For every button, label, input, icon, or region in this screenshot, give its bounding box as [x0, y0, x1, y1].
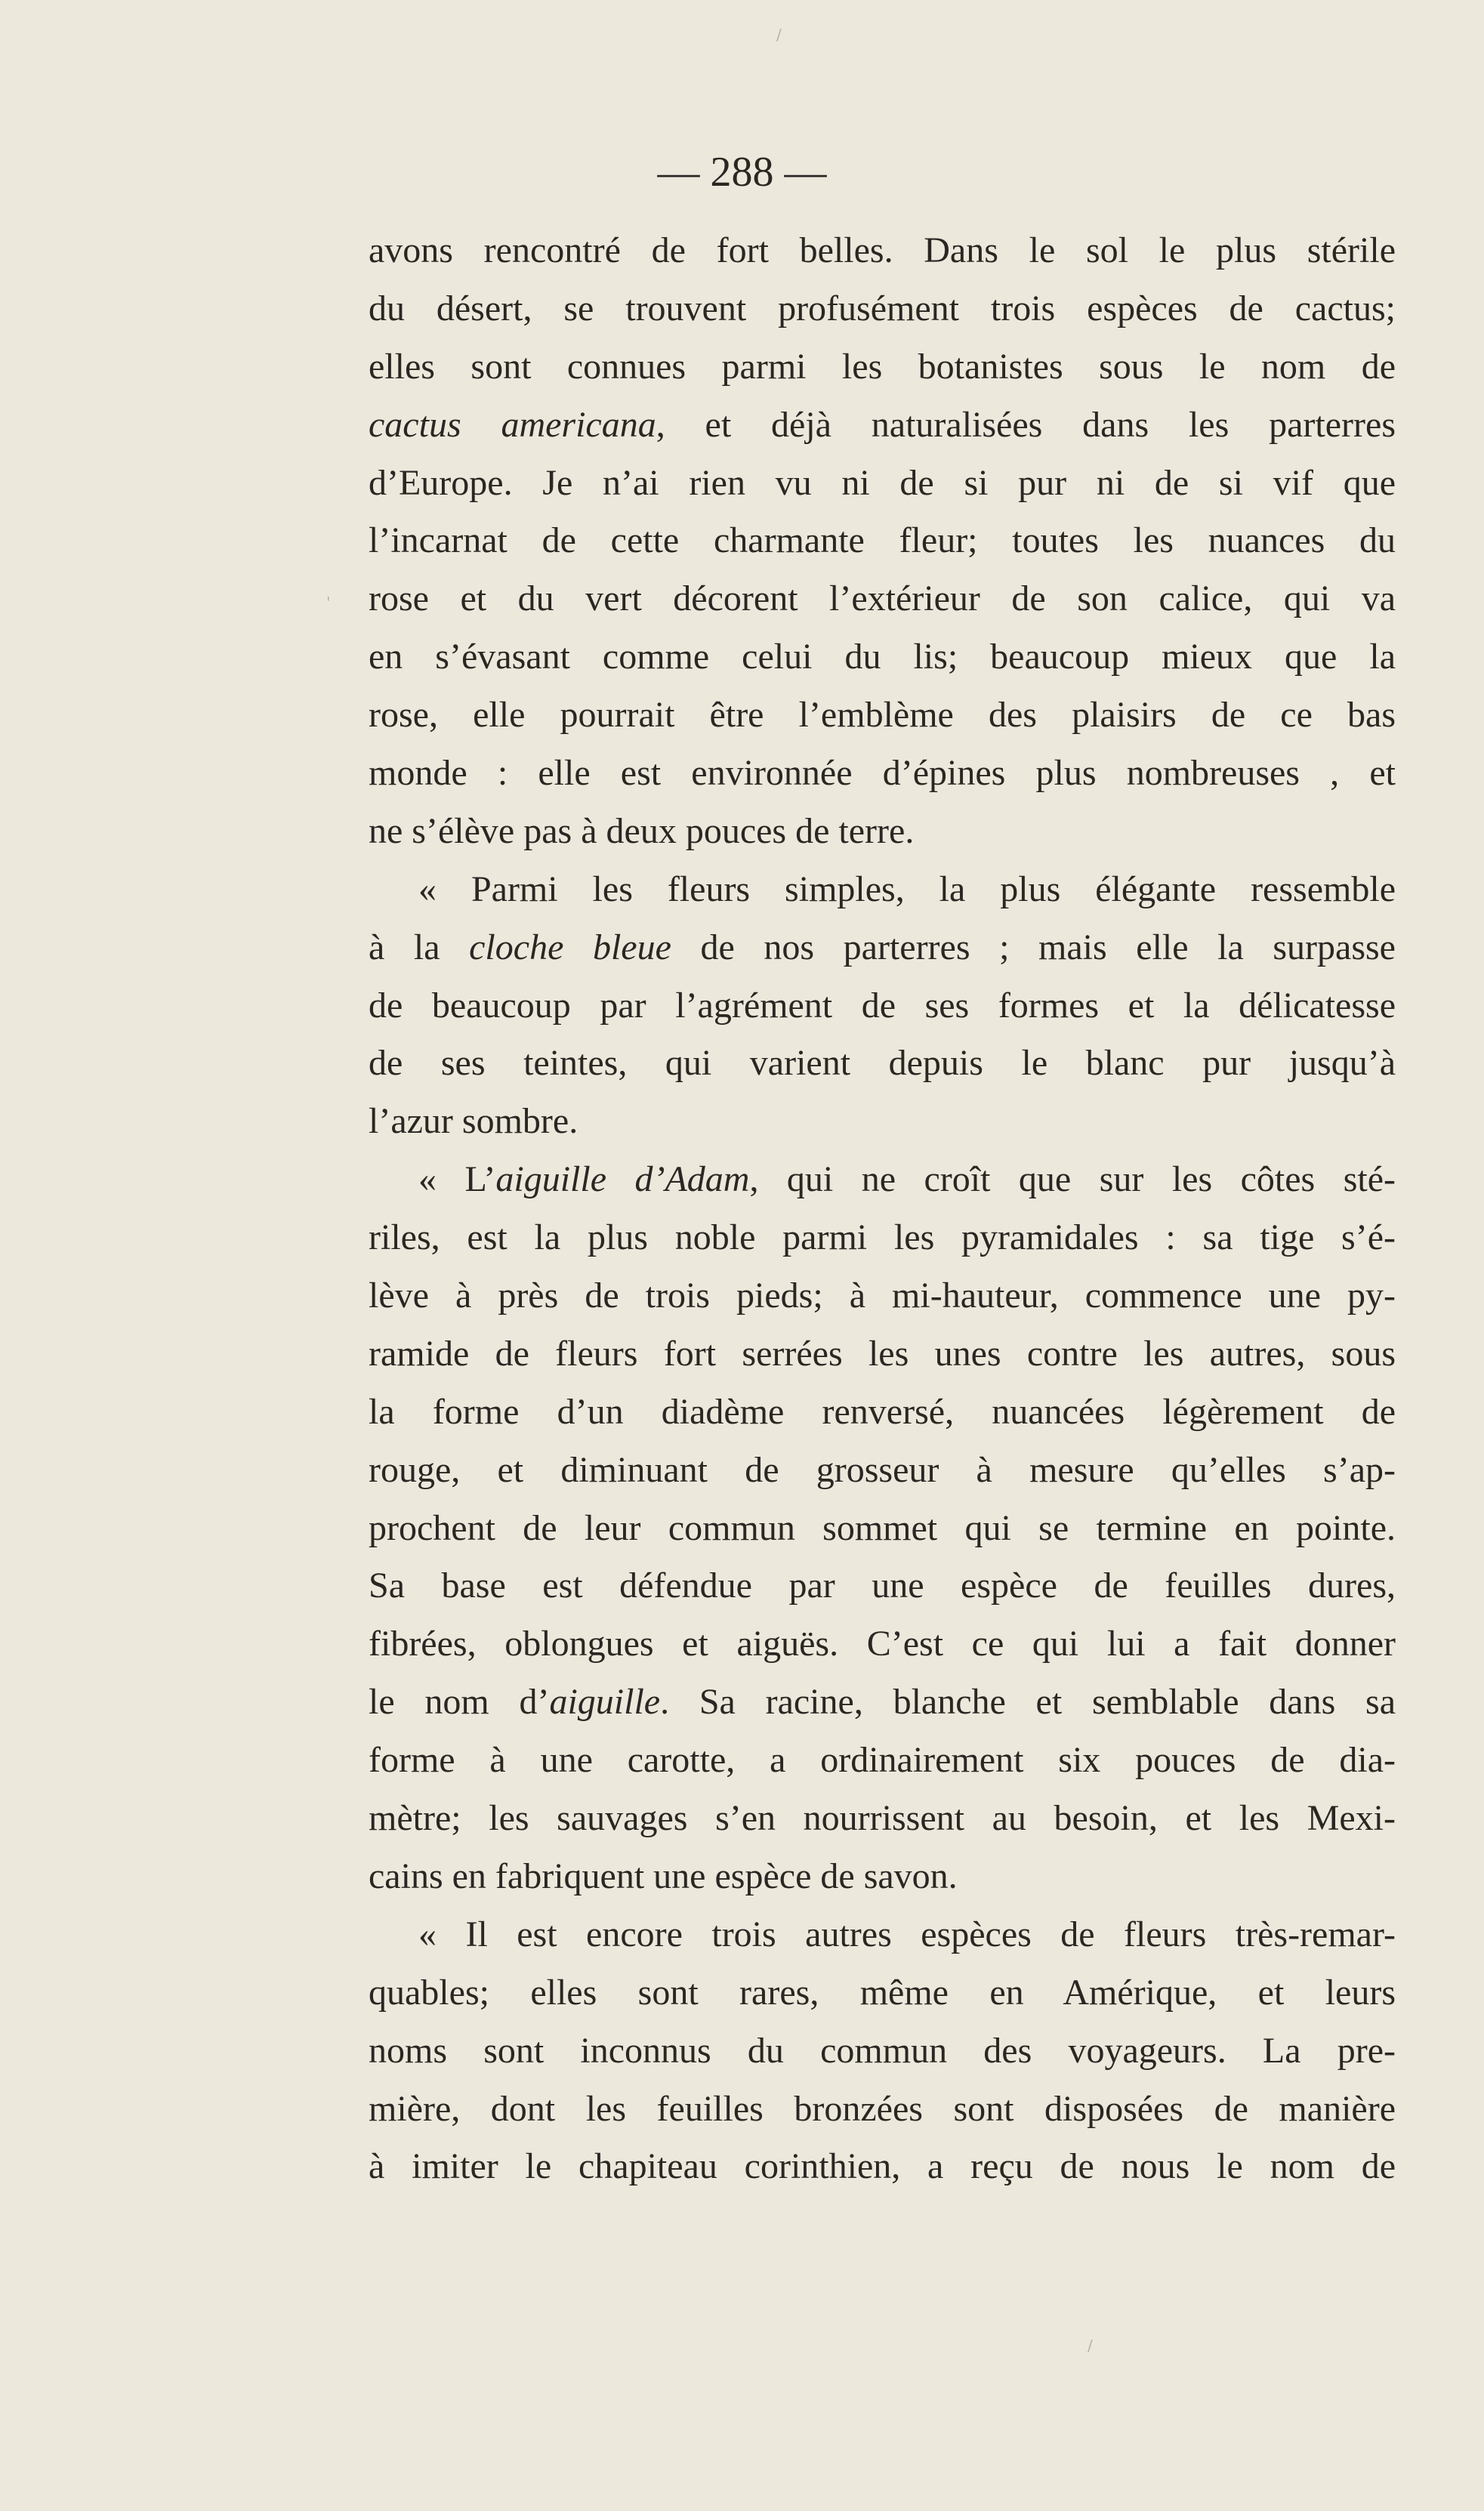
- text-segment: monde : elle est environnée d’épines plus nombreuses , et: [369, 753, 1396, 794]
- text-line: [369, 2081, 1396, 2139]
- text-segment: , et déjà naturalisées dans les parterres: [656, 404, 1396, 445]
- text-segment: du désert, se trouvent profusément trois espèces de cactus;: [369, 288, 1396, 329]
- text-line: [369, 1325, 1396, 1384]
- text-segment: ne s’élève pas à deux pouces de terre.: [369, 810, 915, 851]
- text-segment: elles sont connues parmi les botanistes sous le nom de: [369, 346, 1396, 387]
- text-segment: la forme d’un diadème renversé, nuancées légèrement de: [369, 1391, 1396, 1432]
- text-line: [369, 1732, 1396, 1790]
- text-line: [369, 1209, 1396, 1267]
- text-line: [369, 1964, 1396, 2022]
- text-line: [369, 570, 1396, 628]
- text-line: [369, 1151, 1396, 1209]
- text-line: [369, 1790, 1396, 1848]
- text-segment: cains en fabriquent une espèce de savon.: [369, 1855, 958, 1896]
- text-line: [369, 1267, 1396, 1325]
- text-segment: . Sa racine, blanche et semblable dans sa: [660, 1682, 1396, 1723]
- text-segment: quables; elles sont rares, même en Amérique, et leurs: [369, 1972, 1396, 2013]
- text-segment: à imiter le chapiteau corinthien, a reçu de nous le nom de: [369, 2146, 1396, 2187]
- text-segment: l’azur sombre.: [369, 1101, 578, 1142]
- text-segment: , qui ne croît que sur les côtes sté-: [749, 1159, 1396, 1200]
- text-segment: « L’: [418, 1159, 496, 1200]
- text-line: [369, 2022, 1396, 2081]
- text-line: [369, 280, 1396, 338]
- text-segment: forme à une carotte, a ordinairement six pouces de dia-: [369, 1740, 1396, 1781]
- text-line: [369, 455, 1396, 513]
- text-line: [369, 338, 1396, 396]
- text-segment: noms sont inconnus du commun des voyageurs. La pre-: [369, 2030, 1396, 2071]
- text-line: [369, 1848, 1396, 1906]
- text-segment: mière, dont les feuilles bronzées sont disposées de manière: [369, 2088, 1396, 2129]
- text-line: [369, 1673, 1396, 1732]
- text-line: [369, 2138, 1396, 2196]
- text-segment: « Il est encore trois autres espèces de fleurs très-remar-: [418, 1914, 1396, 1954]
- italic-text: aiguille d’Adam: [495, 1159, 750, 1200]
- text-line: [369, 919, 1396, 977]
- text-line: [369, 1093, 1396, 1151]
- text-segment: Sa base est défendue par une espèce de feuilles dures,: [369, 1566, 1396, 1606]
- text-segment: l’incarnat de cette charmante fleur; toutes les nuances du: [369, 520, 1396, 561]
- paper-speck: /: [1088, 2337, 1093, 2355]
- paper-speck: /: [776, 26, 782, 44]
- text-segment: d’Europe. Je n’ai rien vu ni de si pur ni de si vif que: [369, 462, 1396, 503]
- text-segment: rose et du vert décorent l’extérieur de son calice, qui va: [369, 578, 1396, 619]
- text-segment: le nom d’: [369, 1682, 550, 1723]
- text-line: [369, 1906, 1396, 1964]
- text-segment: lève à près de trois pieds; à mi-hauteur, commence une py-: [369, 1276, 1396, 1316]
- text-line: [369, 1442, 1396, 1500]
- text-segment: mètre; les sauvages s’en nourrissent au besoin, et les Mexi-: [369, 1798, 1396, 1839]
- text-line: [369, 745, 1396, 803]
- text-line: [369, 1500, 1396, 1558]
- text-line: [369, 686, 1396, 745]
- italic-text: cactus americana: [369, 404, 656, 445]
- text-line: [369, 861, 1396, 919]
- text-segment: de nos parterres ; mais elle la surpasse: [671, 927, 1396, 967]
- text-line: [369, 1557, 1396, 1615]
- text-segment: de beaucoup par l’agrément de ses formes et la délicatesse: [369, 985, 1396, 1026]
- text-line: [369, 1615, 1396, 1673]
- paper-speck: ': [326, 594, 331, 612]
- text-line: [369, 512, 1396, 570]
- text-line: [369, 628, 1396, 686]
- text-segment: en s’évasant comme celui du lis; beaucoup mieux que la: [369, 637, 1396, 677]
- text-segment: rose, elle pourrait être l’emblème des plaisirs de ce bas: [369, 695, 1396, 736]
- text-segment: ramide de fleurs fort serrées les unes contre les autres, sous: [369, 1333, 1396, 1374]
- text-line: [369, 803, 1396, 861]
- text-line: [369, 977, 1396, 1035]
- italic-text: cloche bleue: [469, 927, 671, 967]
- text-segment: prochent de leur commun sommet qui se termine en pointe.: [369, 1507, 1396, 1548]
- text-segment: rouge, et diminuant de grosseur à mesure qu’elles s’ap-: [369, 1449, 1396, 1490]
- text-line: [369, 1035, 1396, 1093]
- text-segment: fibrées, oblongues et aiguës. C’est ce qui lui a fait donner: [369, 1624, 1396, 1664]
- text-segment: de ses teintes, qui varient depuis le blanc pur jusqu’à: [369, 1043, 1396, 1084]
- italic-text: aiguille: [549, 1682, 661, 1723]
- body-text: [369, 222, 1396, 2196]
- text-line: [369, 222, 1396, 280]
- text-line: [369, 1384, 1396, 1442]
- text-segment: « Parmi les fleurs simples, la plus élégante ressemble: [418, 868, 1396, 909]
- text-line: [369, 396, 1396, 455]
- page-number: — 288 —: [657, 149, 827, 196]
- text-segment: riles, est la plus noble parmi les pyramidales : sa tige s’é-: [369, 1217, 1396, 1258]
- text-segment: avons rencontré de fort belles. Dans le sol le plus stérile: [369, 230, 1396, 270]
- text-segment: à la: [369, 927, 470, 967]
